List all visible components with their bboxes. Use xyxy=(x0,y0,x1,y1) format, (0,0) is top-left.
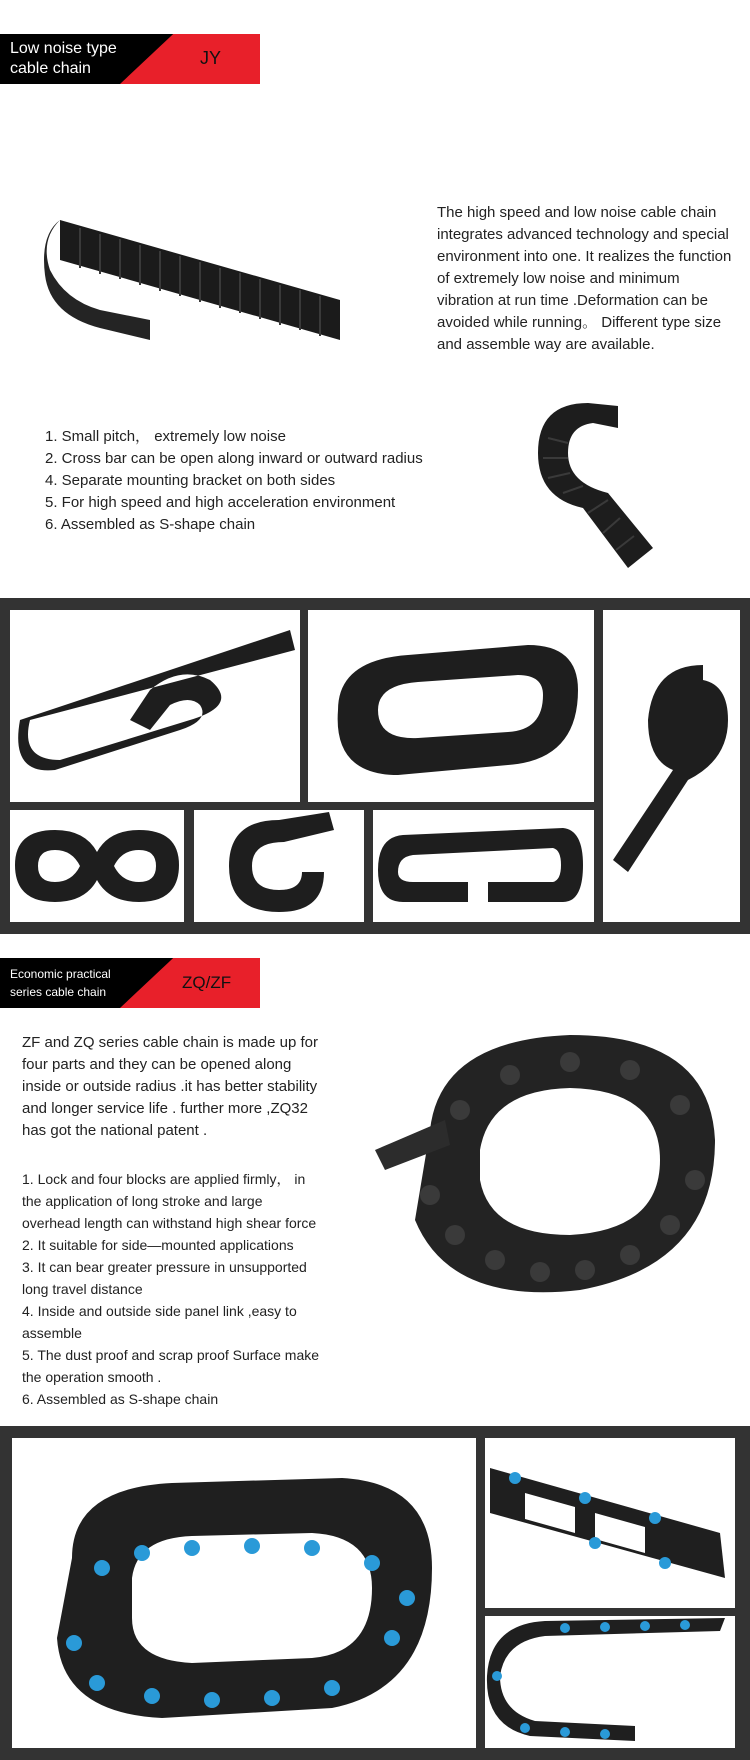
list-item: 5. The dust proof and scrap proof Surface make the operation smooth . xyxy=(22,1347,320,1385)
jy-photo-gallery xyxy=(0,598,750,934)
gallery-photo xyxy=(12,1438,476,1748)
list-item: 1. Small pitch， extremely low noise xyxy=(45,428,286,445)
list-item: 2. It suitable for side—mounted applications xyxy=(22,1237,294,1253)
list-item: 4. Separate mounting bracket on both sides xyxy=(45,472,336,489)
gallery-photo xyxy=(10,610,300,802)
gallery-photo xyxy=(485,1616,735,1748)
banner-code: JY xyxy=(200,48,222,68)
banner-title-line2: cable chain xyxy=(10,60,91,77)
gallery-photo xyxy=(373,810,594,922)
product-photo-zqzf-main xyxy=(370,1020,740,1320)
list-item: 6. Assembled as S-shape chain xyxy=(22,1391,219,1407)
banner-title-line2: series cable chain xyxy=(10,985,107,999)
list-item: 5. For high speed and high acceleration environment xyxy=(45,494,396,511)
list-item: 2. Cross bar can be open along inward or outward radius xyxy=(45,450,423,467)
product-photo-jy-main xyxy=(40,200,360,390)
jy-feature-list xyxy=(45,426,445,536)
gallery-photo xyxy=(308,610,594,802)
section-banner-jy xyxy=(0,34,260,84)
list-item: 1. Lock and four blocks are applied firmly， in the application of long stroke and large overhead length can withstand high shear force xyxy=(22,1171,317,1231)
zqzf-photo-gallery xyxy=(0,1426,750,1760)
banner-title-line1: Low noise type xyxy=(10,40,117,57)
product-photo-jy-curl xyxy=(528,398,658,573)
jy-description: The high speed and low noise cable chain integrates advanced technology and special environment into one. It realizes the function of extremely low noise and minimum vibration at run time .Deformation can be avoided while running。 Different type size and assemble way are available. xyxy=(437,204,732,353)
banner-title-line1: Economic practical xyxy=(10,967,111,981)
gallery-photo xyxy=(10,810,184,922)
list-item: 4. Inside and outside side panel link ,easy to assemble xyxy=(22,1303,297,1341)
banner-code: ZQ/ZF xyxy=(182,973,232,992)
gallery-photo xyxy=(194,810,364,922)
zqzf-feature-list xyxy=(22,1168,322,1410)
list-item: 6. Assembled as S-shape chain xyxy=(45,516,256,533)
gallery-photo xyxy=(485,1438,735,1608)
section-banner-zqzf xyxy=(0,958,260,1008)
gallery-photo xyxy=(603,610,740,922)
list-item: 3. It can bear greater pressure in unsupported long travel distance xyxy=(22,1259,307,1297)
zqzf-description: ZF and ZQ series cable chain is made up for four parts and they can be opened along inside or outside radius .it has better stability and longer service life . further more ,ZQ32 has got the national patent . xyxy=(22,1034,318,1139)
